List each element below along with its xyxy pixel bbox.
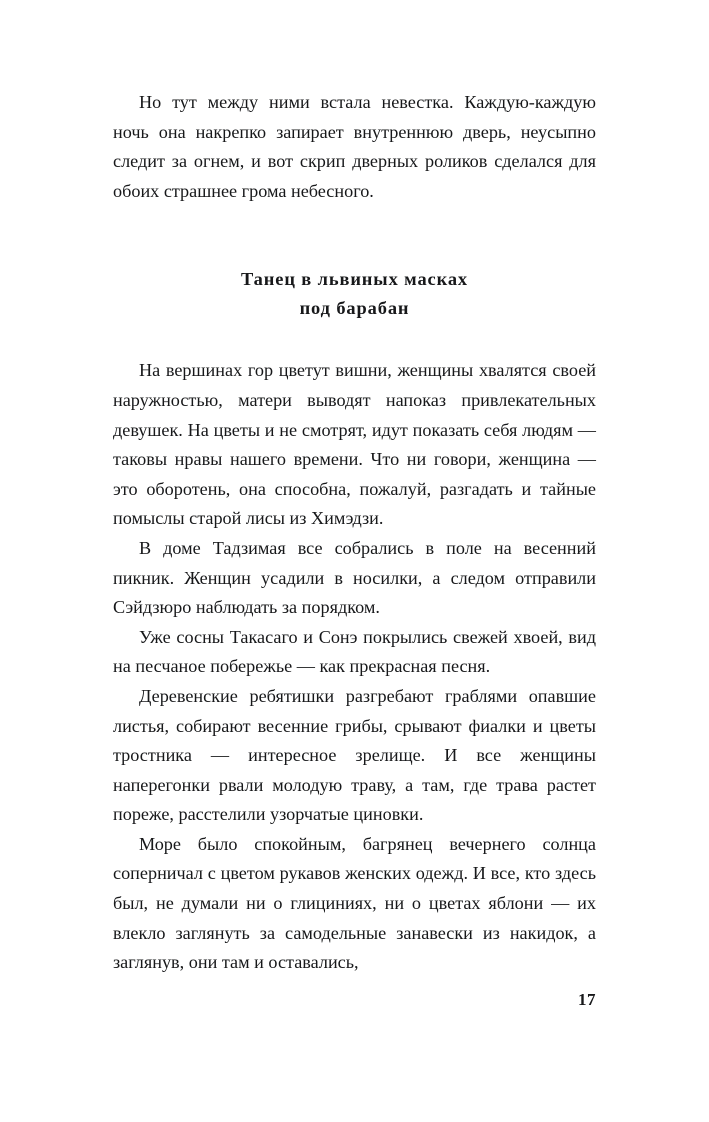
paragraph-2: В доме Тадзимая все собрались в поле на весенний пикник. Женщин усадили в носилки, а следом отправили Сэйдзюро наблюдать за порядком. [113, 537, 596, 618]
chapter-title-line-1: Танец в львиных масках [240, 269, 469, 290]
paragraph-opening: Но тут между ними встала невестка. Каждую-каждую ночь она накрепко запирает внутреннюю дверь, неусыпно следит за огнем, и вот скрип дверных роликов сделался для обоих страшнее грома небесного. [113, 92, 596, 201]
paragraph-3: Уже сосны Такасаго и Сонэ покрылись свежей хвоей, вид на песчаное побережье — как прекрасная песня. [113, 626, 596, 677]
page-body [113, 88, 596, 978]
page-number: 17 [578, 990, 596, 1009]
chapter-title [113, 265, 596, 323]
chapter-title-line-2: под барабан [299, 298, 410, 319]
paragraph-1: На вершинах гор цветут вишни, женщины хвалятся своей наружностью, матери выводят напоказ привлекательных девушек. На цветы и не смотрят, идут показать себя людям — таковы нравы нашего времени. Что ни говори, женщина — это оборотень, она способна, пожалуй, разгадать и тайные помыслы старой лисы из Химэдзи. [113, 360, 596, 529]
title-bottom-spacer [113, 323, 596, 356]
title-top-spacer [113, 206, 596, 265]
paragraph-4: Деревенские ребятишки разгребают граблями опавшие листья, собирают весенние грибы, срывают фиалки и цветы тростника — интересное зрелище. И все женщины наперегонки рвали молодую траву, а там, где трава растет пореже, расстелили узорчатые циновки. [113, 685, 596, 825]
paragraph-5: Море было спокойным, багрянец вечернего солнца соперничал с цветом рукавов женских одежд. И все, кто здесь был, не думали ни о глициниях, ни о цветах яблони — их влекло заглянуть за самодельные занавески из накидок, а заглянув, они там и оставались, [113, 833, 596, 973]
